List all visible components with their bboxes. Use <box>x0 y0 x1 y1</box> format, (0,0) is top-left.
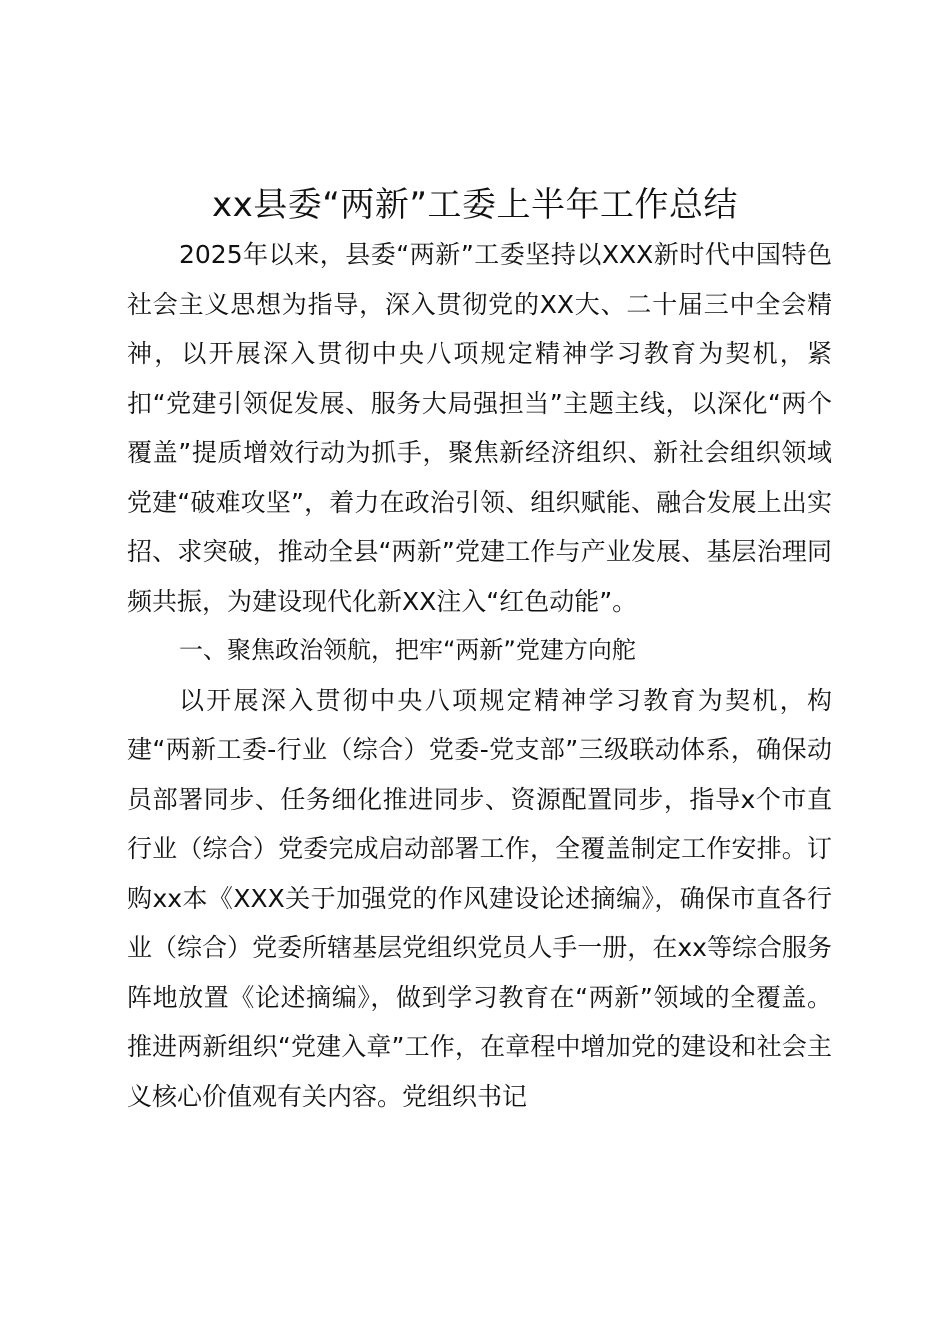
document-title: xx县委“两新”工委上半年工作总结 <box>212 185 738 225</box>
paragraph-section-1: 以开展深入贯彻中央八项规定精神学习教育为契机，构建“两新工委-行业（综合）党委-党支部”三级联动体系，确保动员部署同步、任务细化推进同步、资源配置同步，指导x个市直行业（综合）党委完成启动部署工作，全覆盖制定工作安排。订购xx本《XXX关于加强党的作风建设论述摘编》，确保市直各行业（综合）党委所辖基层党组织党员人手一册，在xx等综合服务阵地放置《论述摘编》，做到学习教育在“两新”领域的全覆盖。推进两新组织“党建入章”工作，在章程中增加党的建设和社会主义核心价值观有关内容。党组织书记 <box>127 685 832 1111</box>
section-heading-1: 一、聚焦政治领航，把牢“两新”党建方向舵 <box>179 636 636 664</box>
document-body <box>127 230 832 1121</box>
paragraph-intro: 2025年以来，县委“两新”工委坚持以XXX新时代中国特色社会主义思想为指导，深入贯彻党的XX大、二十届三中全会精神，以开展深入贯彻中央八项规定精神学习教育为契机，紧扣“党建引领促发展、服务大局强担当”主题主线，以深化“两个覆盖”提质增效行动为抓手，聚焦新经济组织、新社会组织领域党建“破难攻坚”，着力在政治引领、组织赋能、融合发展上出实招、求突破，推动全县“两新”党建工作与产业发展、基层治理同频共振，为建设现代化新XX注入“红色动能”。 <box>127 240 832 616</box>
